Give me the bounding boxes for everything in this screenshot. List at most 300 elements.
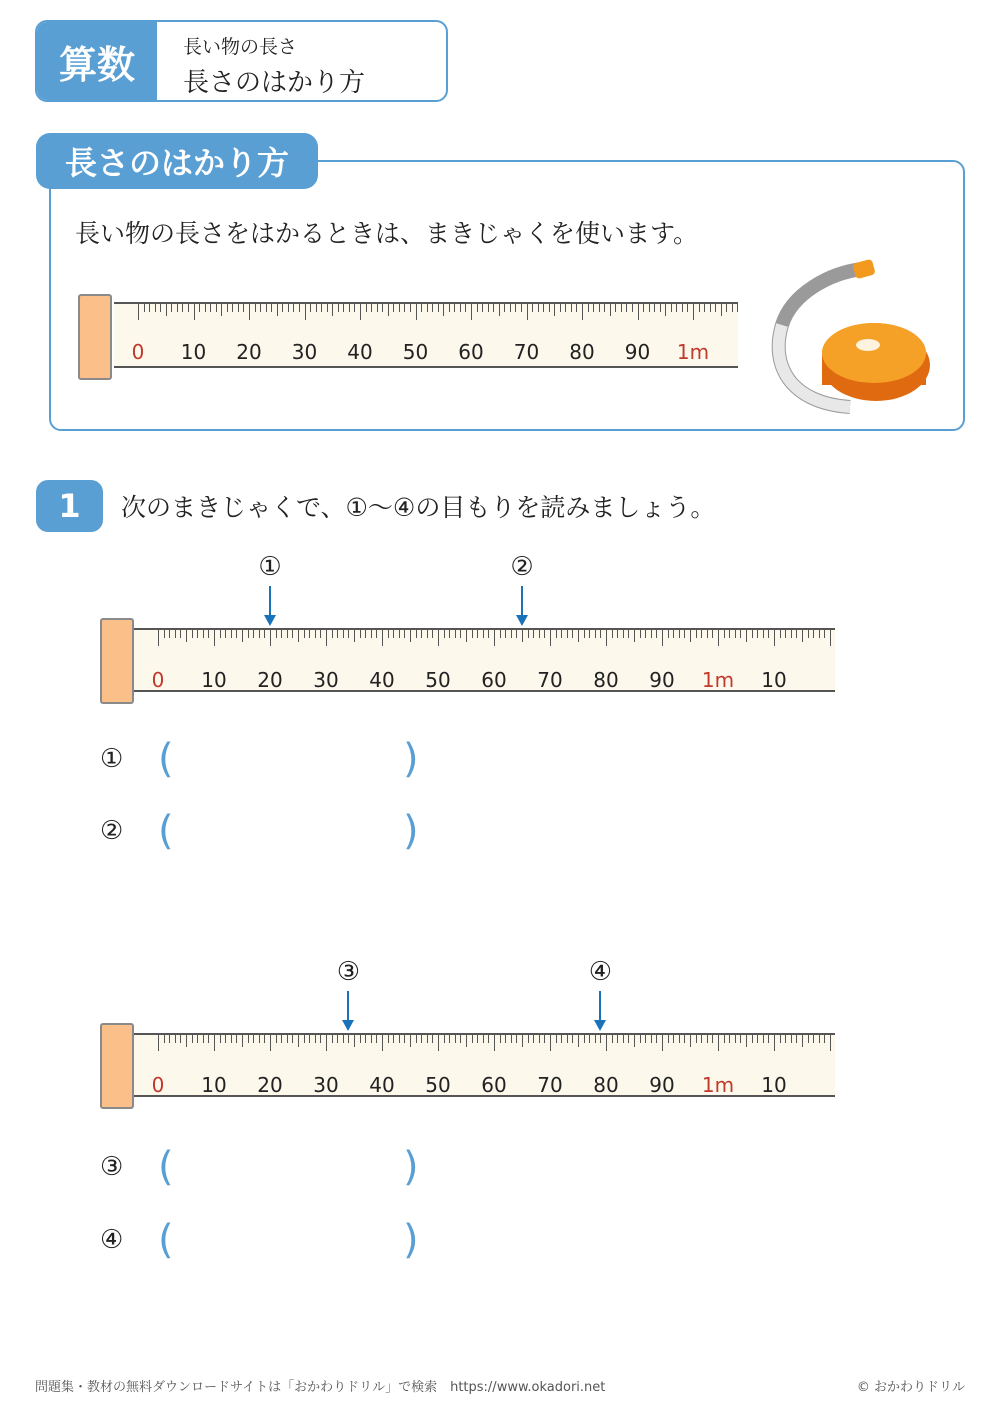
ruler-tick: [243, 304, 244, 312]
ruler-tick-label: 10: [180, 340, 207, 364]
ruler-tick: [737, 304, 738, 312]
ruler-tick: [774, 1035, 775, 1051]
ruler-tick-label: 10: [201, 1073, 227, 1097]
ruler-tick: [533, 630, 534, 638]
ruler-tick: [276, 1035, 277, 1043]
answer-paren-close-2: ): [403, 808, 419, 854]
ruler-tick: [287, 630, 288, 638]
ruler-tick: [654, 304, 655, 312]
ruler-tick: [617, 1035, 618, 1043]
ruler-tick: [231, 630, 232, 638]
ruler-tick: [819, 630, 820, 638]
ruler-tick: [528, 630, 529, 638]
ruler-tick: [410, 304, 411, 312]
ruler-tick: [309, 630, 310, 638]
ruler-tick: [371, 304, 372, 312]
ruler-tick: [421, 1035, 422, 1043]
ruler-tick: [349, 304, 350, 312]
ruler-tick: [565, 304, 566, 312]
ruler-tick: [315, 1035, 316, 1043]
question-ruler-2: [100, 1023, 835, 1109]
explanation-tab: 長さのはかり方: [36, 133, 318, 189]
answer-paren-open-3: (: [158, 1144, 174, 1190]
ruler-tick-label: 70: [513, 340, 540, 364]
ruler-tick: [510, 304, 511, 312]
ruler-tick: [824, 1035, 825, 1043]
ruler-tick: [589, 1035, 590, 1043]
ruler-tick: [595, 630, 596, 638]
ruler-tick: [621, 304, 622, 312]
ruler-tick: [432, 1035, 433, 1043]
ruler-tick: [511, 1035, 512, 1043]
ruler-tick: [721, 304, 722, 316]
ruler-tick: [186, 1035, 187, 1047]
explanation-ruler: [78, 294, 738, 380]
ruler-tick-label: 50: [425, 668, 451, 692]
ruler-tick: [511, 630, 512, 638]
ruler-tick: [305, 304, 306, 320]
ruler-tick: [248, 630, 249, 638]
ruler-tick: [572, 1035, 573, 1043]
ruler-tick: [528, 1035, 529, 1043]
ruler-tick: [227, 304, 228, 312]
ruler-tick: [572, 630, 573, 638]
ruler-tick: [410, 1035, 411, 1047]
ruler-tick: [588, 304, 589, 312]
ruler-tick: [673, 1035, 674, 1043]
ruler-tick: [500, 1035, 501, 1043]
marker-arrowhead: [342, 1020, 354, 1031]
ruler-tick: [477, 630, 478, 638]
ruler-tick: [238, 304, 239, 312]
ruler-tick: [348, 630, 349, 638]
ruler-tick: [538, 304, 539, 312]
ruler-tick: [578, 630, 579, 642]
ruler-tick: [595, 1035, 596, 1043]
ruler-tick: [264, 630, 265, 638]
ruler-tick: [606, 1035, 607, 1051]
ruler-tick: [660, 304, 661, 312]
ruler-tick: [543, 304, 544, 312]
ruler-tick: [628, 630, 629, 638]
ruler-tick: [668, 630, 669, 638]
ruler-tick: [802, 1035, 803, 1047]
ruler-tick: [593, 304, 594, 312]
ruler-tick: [169, 1035, 170, 1043]
ruler-tick-label: 40: [369, 668, 395, 692]
ruler-tick: [693, 304, 694, 320]
question-ruler-1: [100, 618, 835, 704]
ruler-tick: [665, 304, 666, 316]
ruler-tick: [604, 304, 605, 312]
ruler-tick: [255, 304, 256, 312]
ruler-tick: [259, 630, 260, 638]
ruler-tick-label: 1m: [676, 340, 710, 364]
marker-arrow: [599, 991, 601, 1021]
ruler-tick: [444, 630, 445, 638]
ruler-tick: [264, 1035, 265, 1043]
ruler-tick: [171, 304, 172, 312]
ruler-tick: [354, 630, 355, 642]
ruler-tick: [735, 630, 736, 638]
ruler-tick: [690, 630, 691, 642]
ruler-tick: [416, 630, 417, 638]
ruler-tick: [421, 630, 422, 638]
ruler-tick: [724, 630, 725, 638]
ruler-tick: [326, 1035, 327, 1051]
ruler-tick: [726, 304, 727, 312]
ruler-tick: [780, 1035, 781, 1043]
marker-arrowhead: [264, 615, 276, 626]
ruler-tick: [472, 630, 473, 638]
ruler-tick: [320, 1035, 321, 1043]
ruler-tick: [774, 630, 775, 646]
answer-paren-close-4: ): [403, 1217, 419, 1263]
ruler-tick: [449, 630, 450, 638]
ruler-tick-label: 30: [313, 668, 339, 692]
ruler-tick: [606, 630, 607, 646]
ruler-tick-label: 20: [236, 340, 262, 364]
ruler-tick: [740, 1035, 741, 1043]
ruler-tick-label: 10: [761, 668, 787, 692]
ruler-tick: [316, 304, 317, 312]
ruler-tick: [679, 1035, 680, 1043]
footer-copyright: © おかわりドリル: [856, 1380, 965, 1395]
ruler-tick: [623, 630, 624, 638]
ruler-tick: [532, 304, 533, 312]
ruler-tick-label: 1m: [701, 668, 735, 692]
tape-measure-icon: [770, 255, 930, 415]
ruler-tick: [549, 304, 550, 312]
ruler-tick: [438, 630, 439, 646]
ruler-tick: [216, 304, 217, 312]
ruler-tick: [376, 1035, 377, 1043]
marker-arrowhead: [594, 1020, 606, 1031]
ruler-tick: [298, 630, 299, 642]
marker-label: ②: [510, 552, 534, 582]
ruler-tick: [382, 1035, 383, 1051]
page-title: 長さのはかり方: [183, 68, 366, 98]
ruler-tick: [320, 630, 321, 638]
ruler-tick-label: 80: [593, 668, 619, 692]
ruler-tick: [673, 630, 674, 638]
ruler-tick: [712, 630, 713, 638]
ruler-tick: [444, 1035, 445, 1043]
ruler-tick: [399, 1035, 400, 1043]
ruler-tick: [332, 1035, 333, 1043]
ruler-tick: [701, 1035, 702, 1043]
ruler-tick-label: 30: [291, 340, 318, 364]
ruler-tick: [477, 1035, 478, 1043]
ruler-tick: [192, 1035, 193, 1043]
ruler-tick: [299, 304, 300, 312]
ruler-tick: [656, 630, 657, 638]
ruler-tick-label: 20: [257, 668, 283, 692]
ruler-tick: [718, 630, 719, 646]
ruler-tick: [214, 1035, 215, 1051]
ruler-tick: [253, 1035, 254, 1043]
ruler-tick: [640, 1035, 641, 1043]
ruler-tick: [371, 1035, 372, 1043]
ruler-tick: [231, 1035, 232, 1043]
ruler-tick: [522, 630, 523, 642]
ruler-tick: [567, 630, 568, 638]
ruler-tick: [427, 304, 428, 312]
ruler-tick: [337, 630, 338, 638]
ruler-tick: [482, 304, 483, 312]
ruler-tick: [690, 1035, 691, 1047]
ruler-tick-label: 30: [313, 1073, 339, 1097]
ruler-tick: [432, 630, 433, 638]
ruler-tick: [662, 1035, 663, 1051]
ruler-tick: [634, 1035, 635, 1047]
ruler-tick: [393, 630, 394, 638]
ruler-tick: [712, 1035, 713, 1043]
ruler-tick: [270, 1035, 271, 1051]
ruler-tick: [561, 1035, 562, 1043]
ruler-tick: [707, 1035, 708, 1043]
marker-label: ③: [336, 957, 361, 987]
ruler-tick: [404, 304, 405, 312]
ruler-tick: [746, 1035, 747, 1047]
ruler-tick: [757, 630, 758, 638]
ruler-tick: [679, 630, 680, 638]
ruler-tick: [471, 304, 472, 320]
ruler-tick: [277, 304, 278, 316]
ruler-tick: [180, 1035, 181, 1043]
ruler-tick: [382, 304, 383, 312]
ruler-tick: [310, 304, 311, 312]
ruler-tick: [561, 630, 562, 638]
ruler-tick-label: 1m: [701, 1073, 735, 1097]
ruler-tick-label: 10: [201, 668, 227, 692]
ruler-tick: [504, 304, 505, 312]
ruler-tick: [628, 1035, 629, 1043]
ruler-tick: [550, 630, 551, 646]
ruler-tick: [270, 630, 271, 646]
ruler-tick: [796, 1035, 797, 1043]
ruler-tick: [175, 630, 176, 638]
ruler-tick: [752, 630, 753, 638]
ruler-tick: [499, 304, 500, 316]
ruler-tick: [158, 630, 159, 646]
question-number: 1: [36, 480, 103, 532]
ruler-tick: [276, 630, 277, 638]
ruler-tick: [522, 1035, 523, 1047]
ruler-tick: [421, 304, 422, 312]
ruler-tick: [292, 1035, 293, 1043]
ruler-tick: [404, 1035, 405, 1043]
ruler-tick: [600, 630, 601, 638]
ruler-tick: [166, 304, 167, 316]
ruler-tick: [808, 630, 809, 638]
ruler-tick: [656, 1035, 657, 1043]
ruler-tick: [416, 304, 417, 320]
answer-paren-open-4: (: [158, 1217, 174, 1263]
ruler-tick: [260, 304, 261, 312]
ruler-tick-label: 0: [131, 340, 145, 364]
ruler-tick: [477, 304, 478, 312]
ruler-tick: [516, 1035, 517, 1043]
ruler-tick: [248, 1035, 249, 1043]
ruler-tick: [584, 1035, 585, 1043]
ruler-tick: [427, 1035, 428, 1043]
ruler-tick: [180, 630, 181, 638]
ruler-tick: [617, 630, 618, 638]
marker-arrow: [269, 586, 271, 616]
ruler-tick-label: 80: [569, 340, 595, 364]
ruler-tick: [326, 630, 327, 646]
ruler-tick: [785, 630, 786, 638]
ruler-tick: [550, 1035, 551, 1051]
ruler-tick: [304, 1035, 305, 1043]
ruler-tick: [203, 630, 204, 638]
ruler-tick: [149, 304, 150, 312]
ruler-tick: [455, 1035, 456, 1043]
ruler-tick: [554, 304, 555, 316]
ruler-tick: [432, 304, 433, 312]
ruler-tick: [539, 1035, 540, 1043]
ruler-tick: [715, 304, 716, 312]
ruler-tick: [466, 630, 467, 642]
ruler-tick: [348, 1035, 349, 1043]
ruler-tick-label: 60: [458, 340, 484, 364]
ruler-tick: [337, 1035, 338, 1043]
answer-label-2: ②: [100, 816, 124, 846]
ruler-tick-label: 40: [369, 1073, 395, 1097]
ruler-tick: [281, 1035, 282, 1043]
ruler-tick: [343, 1035, 344, 1043]
ruler-tick: [623, 1035, 624, 1043]
ruler-tick: [466, 1035, 467, 1047]
ruler-tick: [634, 630, 635, 642]
ruler-tick: [612, 1035, 613, 1043]
ruler-tick: [366, 304, 367, 312]
ruler-tick: [494, 630, 495, 646]
ruler-tick: [292, 630, 293, 638]
ruler-tick: [488, 304, 489, 312]
ruler-tick: [813, 630, 814, 638]
ruler-tick: [500, 630, 501, 638]
ruler-tick: [343, 304, 344, 312]
ruler-tick: [521, 304, 522, 312]
ruler-tick: [197, 1035, 198, 1043]
ruler-tick: [735, 1035, 736, 1043]
ruler-tick: [729, 630, 730, 638]
ruler-tick-label: 70: [537, 1073, 563, 1097]
ruler-tick: [539, 630, 540, 638]
ruler-tick: [354, 304, 355, 312]
ruler-tick: [438, 1035, 439, 1051]
ruler-tick: [427, 630, 428, 638]
ruler-tick: [724, 1035, 725, 1043]
ruler-tick: [651, 630, 652, 638]
ruler-tick: [710, 304, 711, 312]
ruler-tick: [177, 304, 178, 312]
ruler-tick-label: 20: [257, 1073, 283, 1097]
ruler-tick: [354, 1035, 355, 1047]
ruler-tick: [671, 304, 672, 312]
ruler-tick: [643, 304, 644, 312]
ruler-tick: [696, 630, 697, 638]
ruler-tick-label: 90: [649, 1073, 675, 1097]
ruler-tick: [199, 304, 200, 312]
ruler-case: [100, 1023, 134, 1109]
ruler-tick: [377, 304, 378, 312]
ruler-tick: [194, 304, 195, 320]
ruler-tick: [332, 304, 333, 316]
ruler-tick: [443, 304, 444, 316]
answer-label-4: ④: [100, 1225, 124, 1255]
ruler-tick: [612, 630, 613, 638]
ruler-tick: [393, 1035, 394, 1043]
ruler-tick: [544, 1035, 545, 1043]
ruler-tick: [242, 630, 243, 642]
ruler-tick: [410, 630, 411, 642]
ruler-tick: [662, 630, 663, 646]
answer-paren-open-1: (: [158, 736, 174, 782]
ruler-tick: [221, 304, 222, 316]
ruler-tick: [696, 1035, 697, 1043]
ruler-tick: [830, 630, 831, 646]
ruler-tick: [266, 304, 267, 312]
ruler-tick: [225, 1035, 226, 1043]
ruler-tick: [404, 630, 405, 638]
ruler-tick: [505, 1035, 506, 1043]
ruler-tick: [718, 1035, 719, 1051]
ruler-tick: [483, 630, 484, 638]
ruler-tick: [449, 304, 450, 312]
ruler-tick: [208, 630, 209, 638]
ruler-tick: [701, 630, 702, 638]
ruler-tick: [682, 304, 683, 312]
ruler-tick: [155, 304, 156, 312]
ruler-tick: [138, 304, 139, 320]
ruler-tick: [460, 630, 461, 638]
ruler-tick: [571, 304, 572, 312]
ruler-tick: [684, 1035, 685, 1043]
marker-arrow: [347, 991, 349, 1021]
ruler-tick: [813, 1035, 814, 1043]
ruler-tick: [687, 304, 688, 312]
ruler-tick: [578, 1035, 579, 1047]
ruler-tick: [220, 630, 221, 638]
ruler-tape: [114, 302, 738, 368]
marker-label: ④: [588, 957, 613, 987]
explanation-text: 長い物の長さをはかるときは、まきじゃくを使います。: [75, 219, 699, 248]
ruler-tick: [707, 630, 708, 638]
ruler-tick: [282, 304, 283, 312]
ruler-tick: [399, 630, 400, 638]
ruler-tick: [488, 1035, 489, 1043]
ruler-tick: [298, 1035, 299, 1047]
ruler-tick: [220, 1035, 221, 1043]
ruler-tick: [808, 1035, 809, 1043]
ruler-tick: [515, 304, 516, 312]
ruler-tick: [599, 304, 600, 312]
ruler-tick: [416, 1035, 417, 1043]
ruler-tick: [205, 304, 206, 312]
ruler-tick: [249, 304, 250, 320]
ruler-tick: [287, 1035, 288, 1043]
ruler-tick: [144, 304, 145, 312]
answer-paren-open-2: (: [158, 808, 174, 854]
ruler-tick: [610, 304, 611, 316]
ruler-tick: [556, 1035, 557, 1043]
ruler-tick: [699, 304, 700, 312]
ruler-tick: [556, 630, 557, 638]
ruler-tick: [584, 630, 585, 638]
